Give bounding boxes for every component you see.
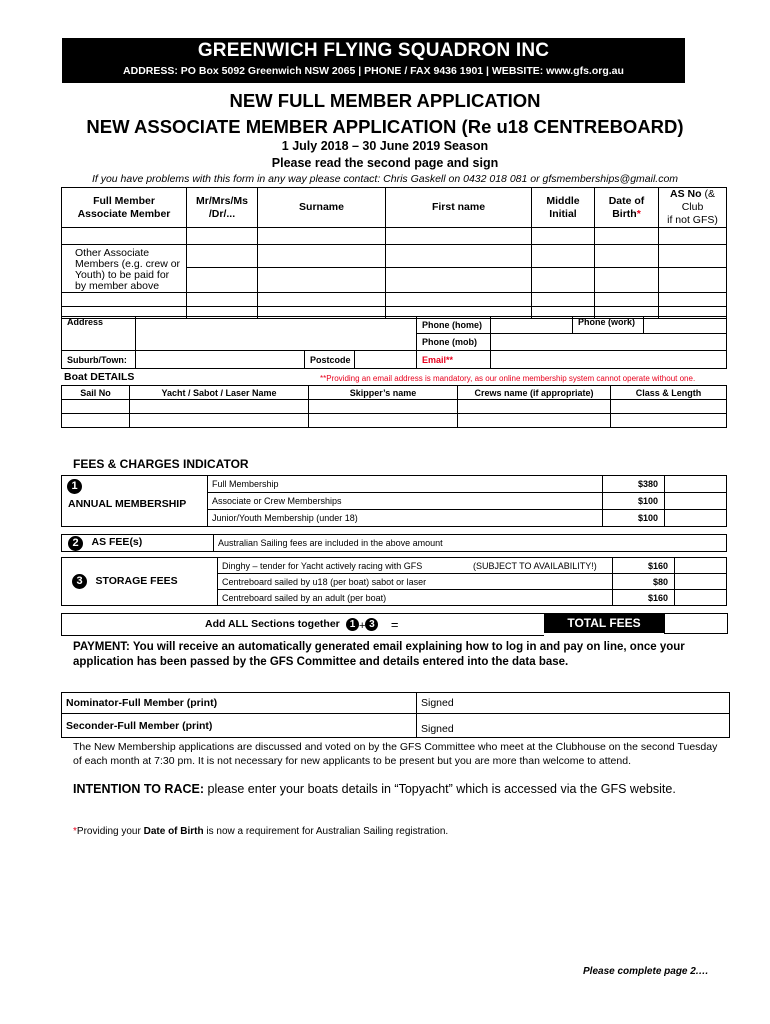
input-cell[interactable] (659, 293, 727, 307)
input-cell[interactable] (532, 267, 595, 292)
input-cell[interactable] (532, 245, 595, 268)
input-cell[interactable] (130, 414, 309, 428)
input-cell[interactable] (187, 267, 258, 292)
input-cell[interactable] (659, 228, 727, 245)
col-dob: Date of Birth* (595, 188, 659, 228)
fee-label: Full Membership (208, 476, 603, 493)
input-cell[interactable] (532, 293, 595, 307)
input-cell[interactable] (62, 293, 187, 307)
email-input[interactable] (491, 351, 727, 369)
as-fees-note: Australian Sailing fees are included in the above amount (214, 535, 727, 552)
email-mandatory-note: **Providing an email address is mandatory, as our online membership system cannot operate without one. (320, 374, 696, 383)
col-as-no: AS No (& Club if not GFS) (659, 188, 727, 228)
postcode-label: Postcode (305, 351, 355, 368)
fee-price: $160 (613, 558, 675, 574)
boat-table (61, 385, 727, 428)
input-cell[interactable] (532, 228, 595, 245)
col-crew: Crews name (if appropriate) (458, 386, 611, 400)
input-cell[interactable] (386, 228, 532, 245)
nominator-signed[interactable]: Signed (417, 693, 730, 714)
input-cell[interactable] (386, 245, 532, 268)
storage-fees-table (61, 557, 727, 606)
section-3-icon: 3 (72, 574, 87, 589)
input-cell[interactable] (187, 293, 258, 307)
email-label: Email** (417, 351, 491, 369)
section-1-icon: 1 (67, 479, 82, 494)
postcode-input[interactable] (355, 351, 417, 368)
plus-sign: + (359, 620, 366, 632)
phone-work-input[interactable] (644, 317, 727, 334)
fee-price: $100 (603, 493, 665, 510)
other-associates-label: Other Associate Members (e.g. crew or Youth) to be paid for by member above (62, 245, 187, 293)
input-cell[interactable] (595, 228, 659, 245)
total-fees-label: TOTAL FEES (544, 613, 664, 633)
input-cell[interactable] (309, 400, 458, 414)
payment-note: PAYMENT: You will receive an automatically generated email explaining how to log in and pay on line, once your application has been passed by the GFS Committee and details entered into the data base. (73, 641, 685, 668)
committee-note: The New Membership applications are discussed and voted on by the GFS Committee who meet at the Clubhouse on the second Tuesday of each month at 7:30 pm. It is not necessary for new applicants to be present but you are more than welcome to attend. (73, 741, 718, 767)
input-cell[interactable] (386, 267, 532, 292)
boat-details-title: Boat DETAILS (64, 371, 135, 383)
input-cell[interactable] (659, 267, 727, 292)
nominator-table (61, 692, 730, 738)
input-cell[interactable] (458, 414, 611, 428)
season: 1 July 2018 – 30 June 2019 Season (281, 139, 489, 153)
fee-price: $100 (603, 510, 665, 527)
input-cell[interactable] (611, 400, 727, 414)
fee-label: Centreboard sailed by an adult (per boat) (218, 590, 613, 606)
title-line1: NEW FULL MEMBER APPLICATION (229, 90, 541, 111)
add-all-label: Add ALL Sections together (205, 618, 340, 630)
address-label: Address (62, 317, 136, 351)
input-cell[interactable] (62, 414, 130, 428)
col-boat-name: Yacht / Sabot / Laser Name (130, 386, 309, 400)
input-cell[interactable] (659, 245, 727, 268)
fee-input[interactable] (675, 558, 727, 574)
input-cell[interactable] (595, 245, 659, 268)
seconder-label: Seconder-Full Member (print) (62, 714, 417, 738)
dob-note: *Providing your Date of Birth is now a requirement for Australian Sailing registration. (73, 826, 449, 837)
input-cell[interactable] (258, 267, 386, 292)
as-fees-cell (62, 535, 214, 552)
input-cell[interactable] (258, 245, 386, 268)
annual-membership-table (61, 475, 727, 527)
fee-label: Associate or Crew Memberships (208, 493, 603, 510)
section-1-icon: 1 (346, 618, 359, 631)
input-cell[interactable] (595, 267, 659, 292)
storage-fees-cell (62, 558, 218, 606)
input-cell[interactable] (130, 400, 309, 414)
phone-home-label: Phone (home) (417, 317, 491, 334)
phone-mob-label: Phone (mob) (417, 334, 491, 351)
col-surname: Surname (258, 188, 386, 228)
as-fees-table (61, 534, 727, 552)
input-cell[interactable] (386, 293, 532, 307)
input-cell[interactable] (595, 293, 659, 307)
col-member-type: Full Member Associate Member (62, 188, 187, 228)
fee-input[interactable] (665, 476, 727, 493)
input-cell[interactable] (458, 400, 611, 414)
fee-input[interactable] (675, 590, 727, 606)
input-cell[interactable] (309, 414, 458, 428)
input-cell[interactable] (62, 228, 187, 245)
title-line2: NEW ASSOCIATE MEMBER APPLICATION (Re u18 CENTREBOARD) (86, 116, 684, 137)
fee-price: $80 (613, 574, 675, 590)
col-skipper: Skipper’s name (309, 386, 458, 400)
fee-label: Centreboard sailed by u18 (per boat) sabot or laser (218, 574, 613, 590)
suburb-label: Suburb/Town: (62, 351, 136, 369)
phone-home-input[interactable] (491, 317, 573, 334)
phone-mob-input[interactable] (491, 334, 727, 351)
input-cell[interactable] (62, 400, 130, 414)
col-firstname: First name (386, 188, 532, 228)
read-second-page: Please read the second page and sign (271, 156, 499, 170)
phone-work-label: Phone (work) (573, 317, 644, 334)
input-cell[interactable] (258, 228, 386, 245)
header-banner (62, 38, 685, 83)
suburb-input[interactable] (136, 351, 305, 368)
col-middle-initial: Middle Initial (532, 188, 595, 228)
org-contact: ADDRESS: PO Box 5092 Greenwich NSW 2065 | PHONE / FAX 9436 1901 | WEBSITE: www.gfs.org.au (123, 65, 624, 77)
fee-input[interactable] (675, 574, 727, 590)
fees-title: FEES & CHARGES INDICATOR (73, 457, 249, 471)
fee-input[interactable] (665, 510, 727, 527)
section-2-icon: 2 (68, 536, 83, 551)
suburb-row (136, 351, 417, 369)
annual-membership-cell (62, 476, 208, 527)
contact-note: If you have problems with this form in any way please contact: Chris Gaskell on 0432 018 081 or gfsmemberships@gmail.com (91, 173, 679, 185)
footer-note: Please complete page 2.… (583, 966, 709, 977)
annual-membership-label: ANNUAL MEMBERSHIP (68, 498, 187, 510)
equals-sign: = (390, 617, 399, 632)
fee-label: Dinghy – tender for Yacht actively racing with GFS (SUBJECT TO AVAILABILITY!) (218, 558, 613, 574)
fee-label: Junior/Youth Membership (under 18) (208, 510, 603, 527)
seconder-signed[interactable]: Signed (417, 714, 730, 738)
col-sail-no: Sail No (62, 386, 130, 400)
total-fees-input[interactable] (664, 613, 728, 634)
input-cell[interactable] (187, 245, 258, 268)
fee-price: $380 (603, 476, 665, 493)
as-fees-label: AS FEE(s) (91, 536, 143, 549)
fee-price: $160 (613, 590, 675, 606)
sum-icons (346, 616, 398, 634)
section-3-icon: 3 (365, 618, 378, 631)
nominator-label: Nominator-Full Member (print) (62, 693, 417, 714)
input-cell[interactable] (611, 414, 727, 428)
input-cell[interactable] (258, 293, 386, 307)
fee-input[interactable] (665, 493, 727, 510)
col-class: Class & Length (611, 386, 727, 400)
member-table (61, 187, 727, 319)
storage-fees-label: STORAGE FEES (95, 574, 178, 587)
address-table (61, 316, 727, 369)
intention-to-race: INTENTION TO RACE: please enter your boats details in “Topyacht” which is accessed via the GFS website. (73, 782, 676, 796)
col-title: Mr/Mrs/Ms /Dr/... (187, 188, 258, 228)
org-name: GREENWICH FLYING SQUADRON INC (197, 40, 550, 61)
input-cell[interactable] (187, 228, 258, 245)
add-all-row (61, 613, 544, 636)
address-input[interactable] (136, 317, 417, 351)
